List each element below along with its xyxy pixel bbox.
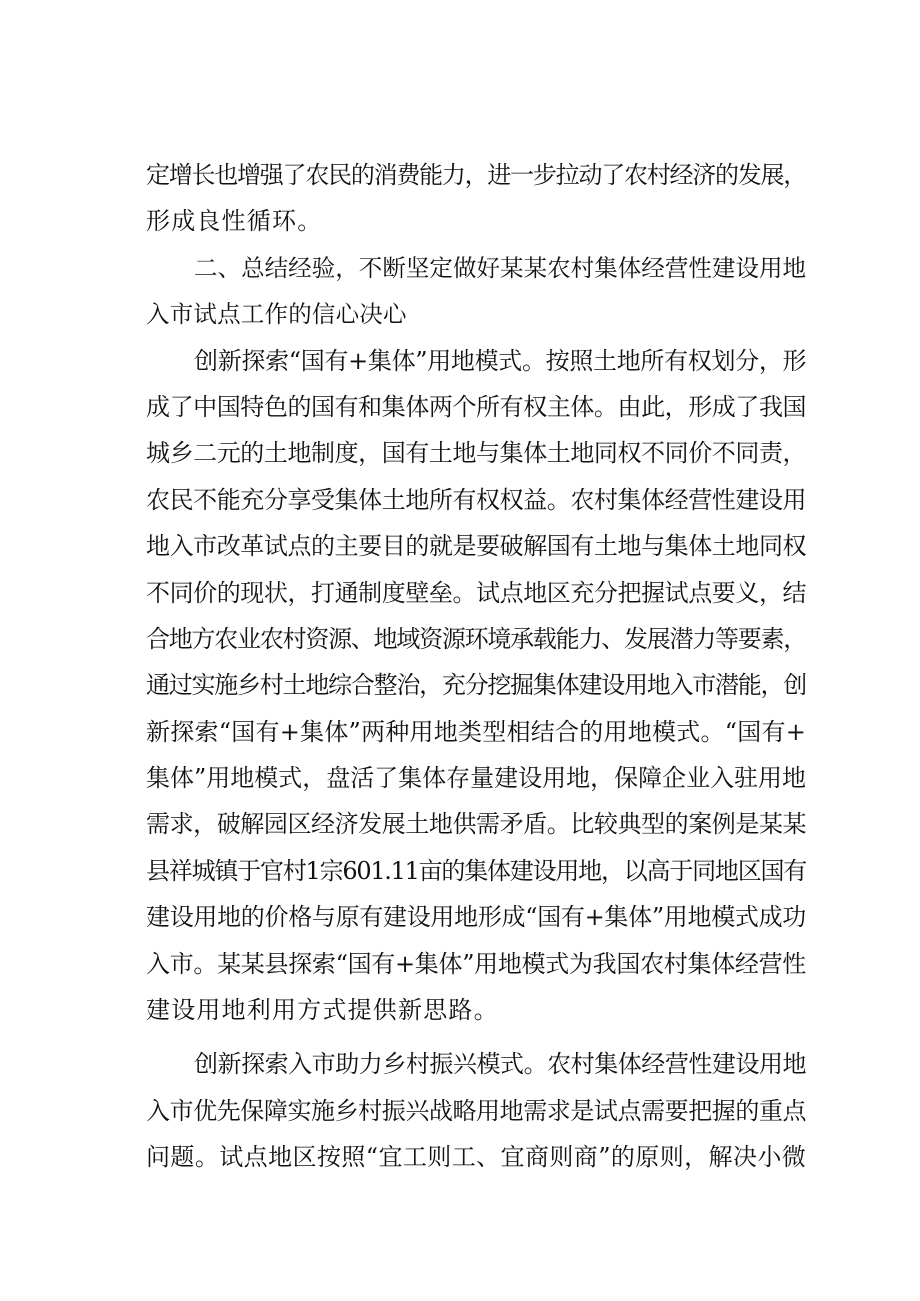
text-line: 问题。试点地区按照“宜工则工、宜商则商”的原则，解决小微 bbox=[146, 1143, 806, 1172]
text-line: 不同价的现状，打通制度壁垒。试点地区充分把握试点要义，结 bbox=[146, 578, 806, 607]
heading-line: 二、总结经验，不断坚定做好某某农村集体经营性建设用地 bbox=[194, 253, 806, 282]
text-line: 成了中国特色的国有和集体两个所有权主体。由此，形成了我国 bbox=[146, 392, 806, 421]
text-line: 创新探索“国有+集体”用地模式。按照土地所有权划分，形 bbox=[194, 346, 806, 375]
document-body bbox=[146, 152, 806, 1181]
text-line: 集体”用地模式，盘活了集体存量建设用地，保障企业入驻用地 bbox=[146, 764, 806, 793]
text-line: 建设用地的价格与原有建设用地形成“国有+集体”用地模式成功 bbox=[146, 903, 806, 932]
paragraph-spacer bbox=[146, 1033, 806, 1041]
text-line: 定增长也增强了农民的消费能力，进一步拉动了农村经济的发展， bbox=[146, 161, 806, 189]
text-line: 农民不能充分享受集体土地所有权权益。农村集体经营性建设用 bbox=[146, 485, 806, 514]
section-heading bbox=[146, 245, 806, 338]
text-line: 入市。某某县探索“国有+集体”用地模式为我国农村集体经营性 bbox=[146, 949, 806, 978]
text-line: 通过实施乡村土地综合整治，充分挖掘集体建设用地入市潜能，创 bbox=[146, 671, 806, 700]
paragraph-rural-revitalization bbox=[146, 1041, 806, 1180]
text-line: 建设用地利用方式提供新思路。 bbox=[146, 996, 499, 1025]
text-line: 新探索“国有+集体”两种用地类型相结合的用地模式。“国有+ bbox=[146, 717, 806, 746]
text-line: 需求，破解园区经济发展土地供需矛盾。比较典型的案例是某某 bbox=[146, 810, 806, 839]
text-line: 创新探索入市助力乡村振兴模式。农村集体经营性建设用地 bbox=[194, 1050, 806, 1079]
text-line: 形成良性循环。 bbox=[146, 207, 323, 236]
text-line: 城乡二元的土地制度，国有土地与集体土地同权不同价不同责， bbox=[146, 439, 806, 468]
text-line: 县祥城镇于官村1宗601.11亩的集体建设用地，以高于同地区国有 bbox=[146, 856, 806, 885]
text-line: 入市优先保障实施乡村振兴战略用地需求是试点需要把握的重点 bbox=[146, 1096, 806, 1125]
continuation-paragraph bbox=[146, 152, 806, 245]
text-line: 合地方农业农村资源、地域资源环境承载能力、发展潜力等要素， bbox=[146, 624, 806, 653]
paragraph-land-model bbox=[146, 338, 806, 1034]
heading-line: 入市试点工作的信心决心 bbox=[146, 300, 407, 329]
text-line: 地入市改革试点的主要目的就是要破解国有土地与集体土地同权 bbox=[146, 532, 806, 561]
